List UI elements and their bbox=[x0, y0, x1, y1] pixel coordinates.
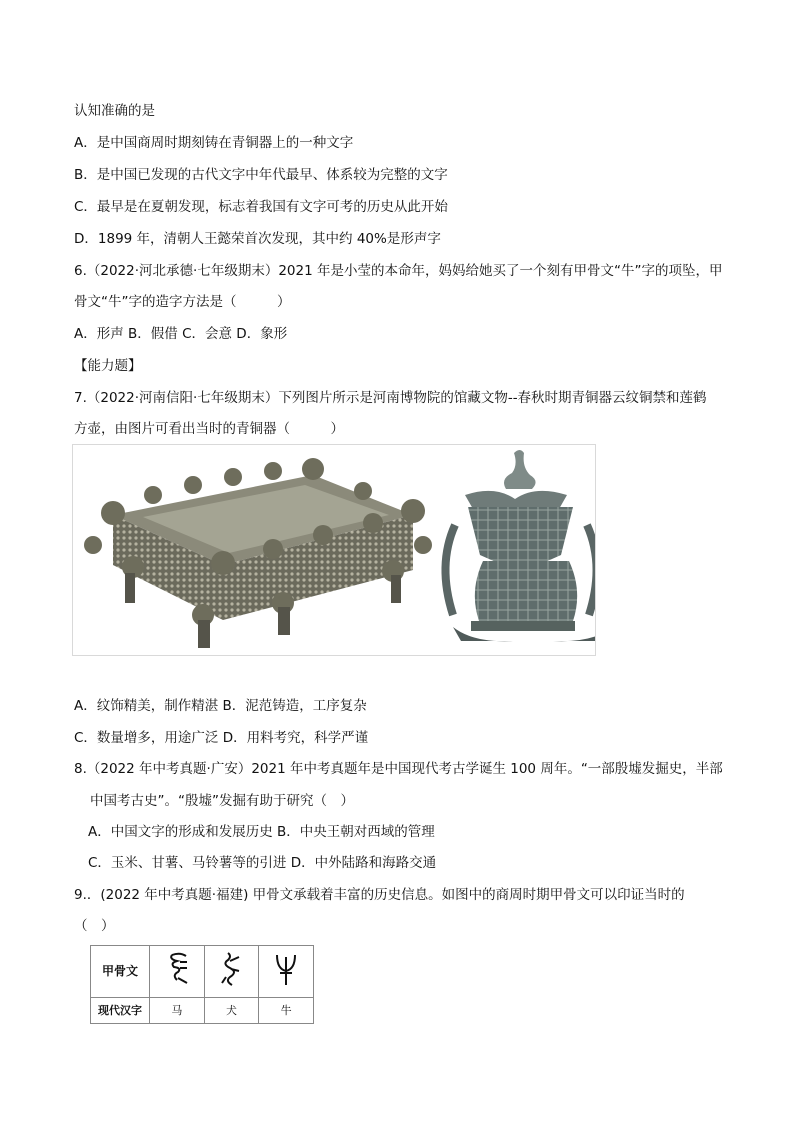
q8-options-line1: A．中国文字的形成和发展历史 B．中央王朝对西域的管理 bbox=[88, 824, 435, 840]
q6-stem-line1: 6.（2022·河北承德·七年级期末）2021 年是小莹的本命年，妈妈给她买了一个刻有甲骨文“牛”字的项坠，甲 bbox=[74, 263, 723, 279]
q8-options-line2: C．玉米、甘薯、马铃薯等的引进 D．中外陆路和海路交通 bbox=[88, 855, 437, 871]
bronze-altar-table bbox=[84, 458, 432, 648]
modern-char-dog: 犬 bbox=[204, 997, 259, 1023]
oracle-glyph-ox-icon bbox=[271, 949, 301, 989]
section-ability-title: 【能力题】 bbox=[74, 358, 142, 374]
q7-stem-line1: 7.（2022·河南信阳·七年级期末）下列图片所示是河南博物院的馆藏文物--春秋时期青铜器云纹铜禁和莲鹤 bbox=[74, 390, 707, 406]
modern-char-ox: 牛 bbox=[259, 997, 314, 1023]
q5-option-a: A．是中国商周时期刻铸在青铜器上的一种文字 bbox=[74, 135, 354, 151]
q5-stem-tail: 认知准确的是 bbox=[74, 103, 155, 119]
q6-options: A．形声 B．假借 C．会意 D．象形 bbox=[74, 326, 288, 342]
q7-options-line1: A．纹饰精美，制作精湛 B．泥范铸造，工序复杂 bbox=[74, 698, 367, 714]
oracle-row bbox=[91, 946, 314, 998]
q5-option-c: C．最早是在夏朝发现，标志着我国有文字可考的历史从此开始 bbox=[74, 199, 448, 215]
oracle-bone-comparison-table bbox=[90, 945, 314, 1024]
oracle-glyph-dog bbox=[204, 946, 259, 998]
q7-options-line2: C．数量增多，用途广泛 D．用料考究，科学严谨 bbox=[74, 730, 369, 746]
q7-stem-line2: 方壶，由图片可看出当时的青铜器（ ） bbox=[74, 421, 344, 437]
bronze-artifacts-photo bbox=[72, 444, 596, 656]
modern-char-row bbox=[91, 997, 314, 1023]
modern-char-horse: 马 bbox=[150, 997, 205, 1023]
q5-option-b: B．是中国已发现的古代文字中年代最早、体系较为完整的文字 bbox=[74, 167, 448, 183]
q5-option-d: D．1899 年，清朝人王懿荣首次发现，其中约 40%是形声字 bbox=[74, 231, 441, 247]
q8-stem-line1: 8.（2022 年中考真题·广安）2021 年中考真题年是中国现代考古学诞生 100 周年。“一部殷墟发掘史，半部 bbox=[74, 761, 723, 777]
oracle-row-header: 甲骨文 bbox=[91, 946, 150, 998]
oracle-glyph-dog-icon bbox=[216, 949, 246, 989]
oracle-glyph-ox bbox=[259, 946, 314, 998]
modern-row-header: 现代汉字 bbox=[91, 997, 150, 1023]
q8-stem-line2: 中国考古史”。“殷墟”发掘有助于研究（ ） bbox=[90, 793, 354, 809]
bronze-artifacts-illustration bbox=[73, 445, 595, 655]
oracle-glyph-horse bbox=[150, 946, 205, 998]
q9-stem-line1: 9.．(2022 年中考真题·福建) 甲骨文承载着丰富的历史信息。如图中的商周时期甲骨文可以印证当时的 bbox=[74, 887, 685, 903]
q6-stem-line2: 骨文“牛”字的造字方法是（ ） bbox=[74, 294, 291, 310]
oracle-glyph-horse-icon bbox=[162, 949, 192, 989]
lotus-crane-square-hu bbox=[445, 450, 595, 641]
q9-stem-line2: （ ） bbox=[74, 918, 115, 934]
